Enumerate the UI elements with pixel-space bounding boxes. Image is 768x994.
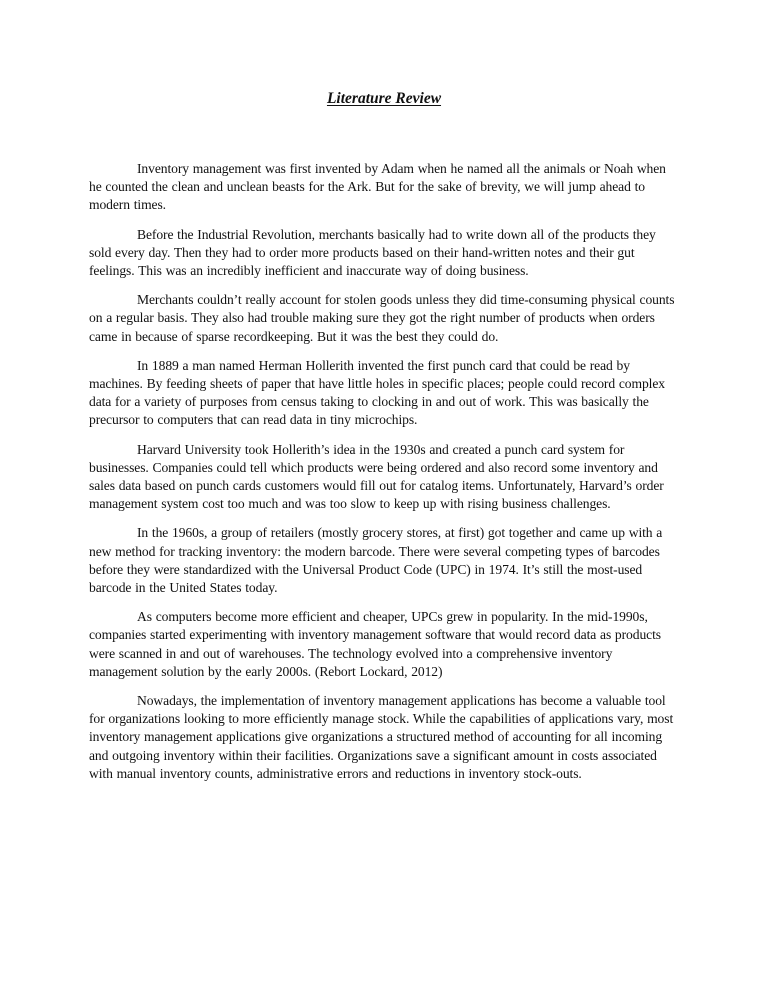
paragraph-2: Before the Industrial Revolution, merchants basically had to write down all of the products they sold every day. Then they had to order more products based on their hand-written notes and their gut feelings. This was an incredibly inefficient and inaccurate way of doing business. xyxy=(89,226,656,279)
paragraph-6: In the 1960s, a group of retailers (mostly grocery stores, at first) got together and came up with a new method for tracking inventory: the modern barcode. There were several competing types of barcodes before they were standardized with the Universal Product Code (UPC) in 1974. It’s still the most-used barcode in the United States today. xyxy=(89,525,663,596)
paragraph-4: In 1889 a man named Herman Hollerith invented the first punch card that could be read by machines. By feeding sheets of paper that have little holes in specific places; people could record complex data for a variety of purposes from census taking to clocking in and out of work. This was basically the precursor to computers that can read data in tiny microchips. xyxy=(89,357,665,428)
paragraph-1: Inventory management was first invented by Adam when he named all the animals or Noah when he counted the clean and unclean beasts for the Ark. But for the sake of brevity, we will jump ahead to modern times. xyxy=(89,161,666,213)
paragraph-7: As computers become more efficient and cheaper, UPCs grew in popularity. In the mid-1990s, companies started experimenting with inventory management software that would record data as products were scanned in and out of warehouses. The technology evolved into a comprehensive inventory management solution by the early 2000s. (Rebort Lockard, 2012) xyxy=(89,609,661,679)
paragraph-5: Harvard University took Hollerith’s idea in the 1930s and created a punch card system for businesses. Companies could tell which products were being ordered and also record some inventory and sales data based on punch cards customers would fill out for catalog items. Unfortunately, Harvard’s order management system cost too much and was too slow to keep up with rising business challenges. xyxy=(89,441,664,512)
paragraph-8: Nowadays, the implementation of inventory management applications has become a valuable tool for organizations looking to more efficiently manage stock. While the capabilities of applications vary, most inventory management applications give organizations a structured method of accounting for all incoming and outgoing inventory within their facilities. Organizations save a significant amount in costs associated with manual inventory counts, administrative errors and reductions in inventory stock-outs. xyxy=(89,693,674,781)
paragraph-3: Merchants couldn’t really account for stolen goods unless they did time-consuming physical counts on a regular basis. They also had trouble making sure they got the right number of products when orders came in because of sparse recordkeeping. But it was the best they could do. xyxy=(89,292,675,344)
document-body xyxy=(89,160,677,794)
page-title: Literature Review xyxy=(326,90,442,107)
